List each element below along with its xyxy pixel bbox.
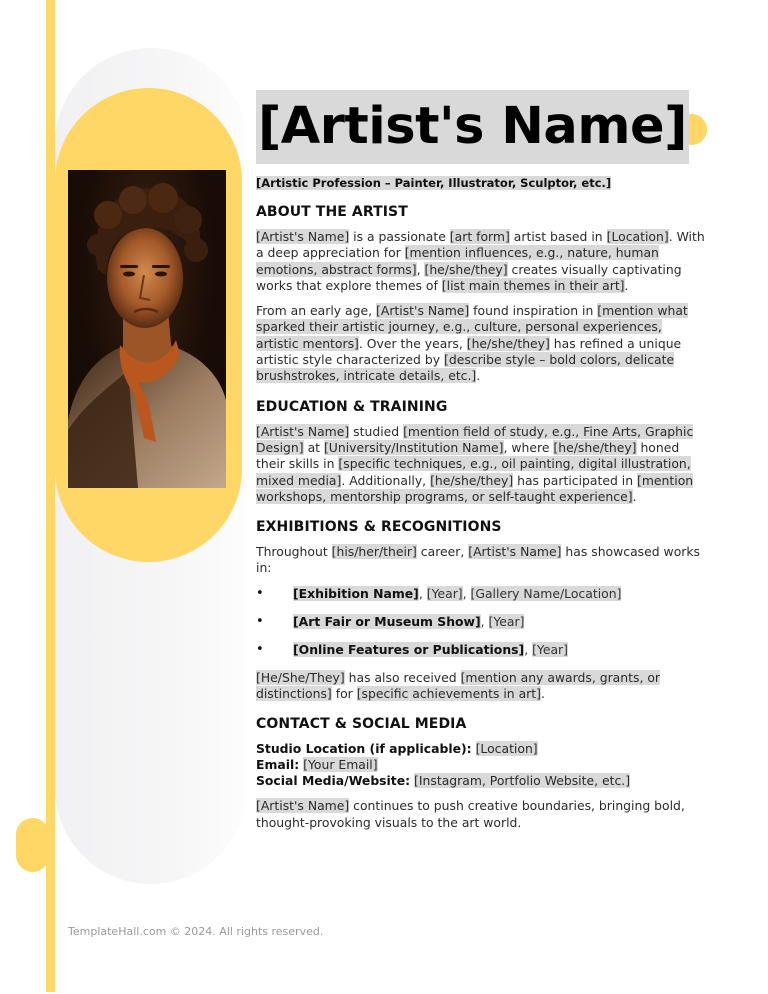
placeholder-pronoun: [he/she/they] bbox=[430, 472, 514, 488]
placeholder-pronoun: [he/she/they] bbox=[553, 439, 637, 455]
portrait-illustration bbox=[68, 170, 226, 488]
text: found inspiration in bbox=[469, 303, 598, 319]
exhibition-item bbox=[256, 614, 706, 630]
text: is a passionate bbox=[349, 229, 450, 244]
placeholder-pronoun: [he/she/they] bbox=[424, 261, 508, 277]
placeholder-influences: [mention influences, e.g., nature, human emotions, abstract forms] bbox=[256, 245, 659, 277]
education-heading: EDUCATION & TRAINING bbox=[256, 398, 448, 415]
text: . bbox=[624, 277, 629, 293]
exhibitions-list bbox=[256, 586, 706, 658]
placeholder-artist-name: [Artist's Name] bbox=[468, 544, 562, 560]
studio-label: Studio Location (if applicable): bbox=[256, 741, 472, 757]
text: . bbox=[540, 686, 545, 702]
placeholder-artist-name: [Artist's Name] bbox=[256, 229, 350, 244]
text: continues to push creative boundaries, bringing bold, thought-provoking visuals to the art world. bbox=[256, 798, 685, 830]
text: Throughout bbox=[256, 544, 332, 560]
artist-portrait bbox=[68, 170, 226, 488]
text: honed their skills in bbox=[256, 439, 680, 472]
placeholder-style: [describe style – bold colors, delicate brushstrokes, intricate details, etc.] bbox=[256, 352, 675, 384]
text: creates visually captivating works that explore themes of bbox=[256, 261, 682, 293]
placeholder-art-form: [art form] bbox=[449, 229, 510, 244]
text: , bbox=[462, 585, 471, 601]
about-paragraph-1 bbox=[256, 229, 706, 294]
text: career, bbox=[416, 544, 469, 560]
text: , bbox=[418, 585, 427, 601]
exhibition-location: [Gallery Name/Location] bbox=[470, 585, 622, 601]
text: , where bbox=[503, 439, 554, 455]
about-paragraph-2 bbox=[256, 303, 706, 384]
email-line bbox=[256, 757, 706, 773]
text: has refined a unique artistic style characterized by bbox=[256, 335, 682, 368]
text: has participated in bbox=[513, 472, 638, 488]
placeholder-techniques: [specific techniques, e.g., oil painting, digital illustration, mixed media] bbox=[256, 456, 691, 488]
exhibition-item bbox=[256, 642, 706, 658]
exhibition-title: [Art Fair or Museum Show] bbox=[293, 613, 481, 629]
text: has also received bbox=[344, 669, 461, 685]
text: . bbox=[476, 368, 481, 384]
education-paragraph bbox=[256, 424, 706, 505]
exhibition-year: [Year] bbox=[532, 641, 568, 657]
placeholder-spark: [mention what sparked their artistic journey, e.g., culture, personal experiences, artistic mentors] bbox=[256, 303, 688, 351]
closing-paragraph bbox=[256, 798, 706, 831]
placeholder-field: [mention field of study, e.g., Fine Arts, Graphic Design] bbox=[256, 423, 694, 455]
placeholder-pronoun: [his/her/their] bbox=[331, 544, 417, 560]
social-label: Social Media/Website: bbox=[256, 773, 411, 789]
text: . bbox=[632, 488, 637, 504]
text: at bbox=[303, 439, 324, 455]
exhibition-year: [Year] bbox=[488, 613, 525, 629]
placeholder-workshops: [mention workshops, mentorship programs, or self-taught experience] bbox=[256, 472, 694, 504]
text: . With a deep appreciation for bbox=[256, 229, 705, 261]
placeholder-pronoun: [He/She/They] bbox=[256, 669, 345, 685]
contact-heading: CONTACT & SOCIAL MEDIA bbox=[256, 716, 467, 733]
resume-content bbox=[256, 90, 706, 840]
exhibitions-intro bbox=[256, 544, 706, 577]
profession-placeholder: [Artistic Profession – Painter, Illustrator, Sculptor, etc.] bbox=[256, 176, 612, 190]
bullet-icon: • bbox=[256, 585, 264, 601]
about-heading: ABOUT THE ARTIST bbox=[256, 204, 408, 220]
placeholder-location: [Location] bbox=[606, 229, 669, 244]
bullet-icon: • bbox=[256, 613, 264, 629]
exhibitions-heading: EXHIBITIONS & RECOGNITIONS bbox=[256, 519, 502, 536]
email-label: Email: bbox=[256, 757, 300, 773]
text: studied bbox=[349, 423, 404, 439]
social-value: [Instagram, Portfolio Website, etc.] bbox=[414, 773, 631, 789]
exhibition-year: [Year] bbox=[426, 585, 463, 601]
studio-value: [Location] bbox=[475, 741, 538, 757]
placeholder-pronoun: [he/she/they] bbox=[466, 335, 550, 351]
side-tab-decoration bbox=[16, 818, 49, 872]
exhibition-title: [Online Features or Publications] bbox=[293, 641, 525, 657]
bullet-icon: • bbox=[256, 641, 264, 657]
studio-location-line bbox=[256, 741, 706, 757]
placeholder-artist-name: [Artist's Name] bbox=[256, 423, 350, 439]
awards-paragraph bbox=[256, 670, 706, 703]
placeholder-institution: [University/Institution Name] bbox=[323, 439, 504, 455]
exhibition-title: [Exhibition Name] bbox=[293, 585, 419, 601]
text: . Additionally, bbox=[341, 472, 431, 488]
text: . Over the years, bbox=[358, 335, 467, 351]
exhibition-item bbox=[256, 586, 706, 602]
placeholder-artist-name: [Artist's Name] bbox=[376, 303, 470, 319]
footer-copyright: TemplateHall.com © 2024. All rights reserved. bbox=[68, 925, 324, 938]
artist-name-title: [Artist's Name] bbox=[256, 90, 689, 164]
placeholder-awards: [mention any awards, grants, or distinctions] bbox=[256, 669, 660, 702]
text: , bbox=[524, 641, 533, 657]
placeholder-achievements: [specific achievements in art] bbox=[356, 686, 541, 702]
artist-profession bbox=[256, 176, 706, 190]
text: , bbox=[416, 261, 425, 277]
placeholder-themes: [list main themes in their art] bbox=[441, 277, 625, 293]
email-value: [Your Email] bbox=[303, 757, 378, 773]
text: , bbox=[480, 613, 489, 629]
text: has showcased works in: bbox=[256, 544, 700, 576]
text: for bbox=[331, 686, 357, 702]
text: From an early age, bbox=[256, 303, 377, 319]
placeholder-artist-name: [Artist's Name] bbox=[256, 798, 350, 814]
text: artist based in bbox=[509, 229, 607, 244]
social-line bbox=[256, 773, 706, 789]
